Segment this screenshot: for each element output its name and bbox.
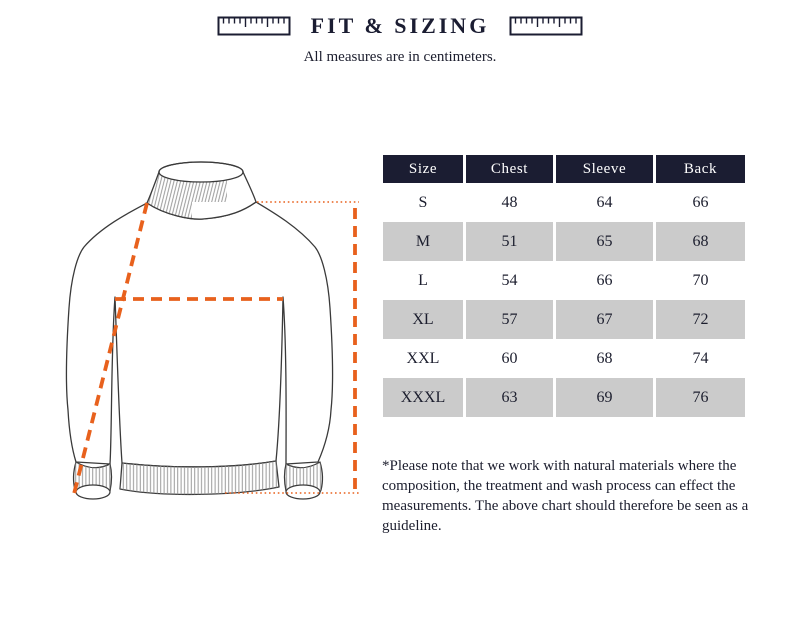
sweater-body [66, 202, 332, 467]
cell-sleeve: 68 [556, 339, 653, 378]
title-row [0, 13, 800, 39]
cell-size: XL [383, 300, 463, 339]
materials-note: *Please note that we work with natural materials where the composition, the treatment and wash process can effect the measurements. The above chart should therefore be seen as a guideline. [382, 458, 749, 534]
cell-sleeve: 69 [556, 378, 653, 417]
column-header-back: Back [656, 155, 745, 183]
page-title: FIT & SIZING [310, 13, 490, 38]
cell-sleeve: 66 [556, 261, 653, 300]
header [0, 13, 800, 66]
ruler-icon [217, 13, 291, 39]
cell-size: XXXL [383, 378, 463, 417]
cell-size: L [383, 261, 463, 300]
cell-chest: 54 [466, 261, 553, 300]
cell-back: 70 [656, 261, 745, 300]
column-header-chest: Chest [466, 155, 553, 183]
cell-back: 66 [656, 183, 745, 222]
cell-size: XXL [383, 339, 463, 378]
cell-back: 72 [656, 300, 745, 339]
cell-back: 68 [656, 222, 745, 261]
subtitle: All measures are in centimeters. [303, 49, 497, 65]
sweater-right-cuff [285, 462, 323, 499]
sweater-diagram [40, 130, 380, 530]
table-row [383, 378, 745, 417]
column-header-sleeve: Sleeve [556, 155, 653, 183]
table-row [383, 183, 745, 222]
cell-back: 76 [656, 378, 745, 417]
cell-chest: 57 [466, 300, 553, 339]
cell-chest: 63 [466, 378, 553, 417]
cell-sleeve: 65 [556, 222, 653, 261]
cell-size: S [383, 183, 463, 222]
column-header-size: Size [383, 155, 463, 183]
table-row [383, 300, 745, 339]
cell-chest: 60 [466, 339, 553, 378]
ruler-icon [509, 13, 583, 39]
size-table [380, 155, 748, 417]
cell-sleeve: 67 [556, 300, 653, 339]
table-header-row [383, 155, 745, 183]
cell-chest: 48 [466, 183, 553, 222]
cell-back: 74 [656, 339, 745, 378]
cell-size: M [383, 222, 463, 261]
table-row [383, 261, 745, 300]
cell-sleeve: 64 [556, 183, 653, 222]
cell-chest: 51 [466, 222, 553, 261]
table-row [383, 339, 745, 378]
table-row [383, 222, 745, 261]
